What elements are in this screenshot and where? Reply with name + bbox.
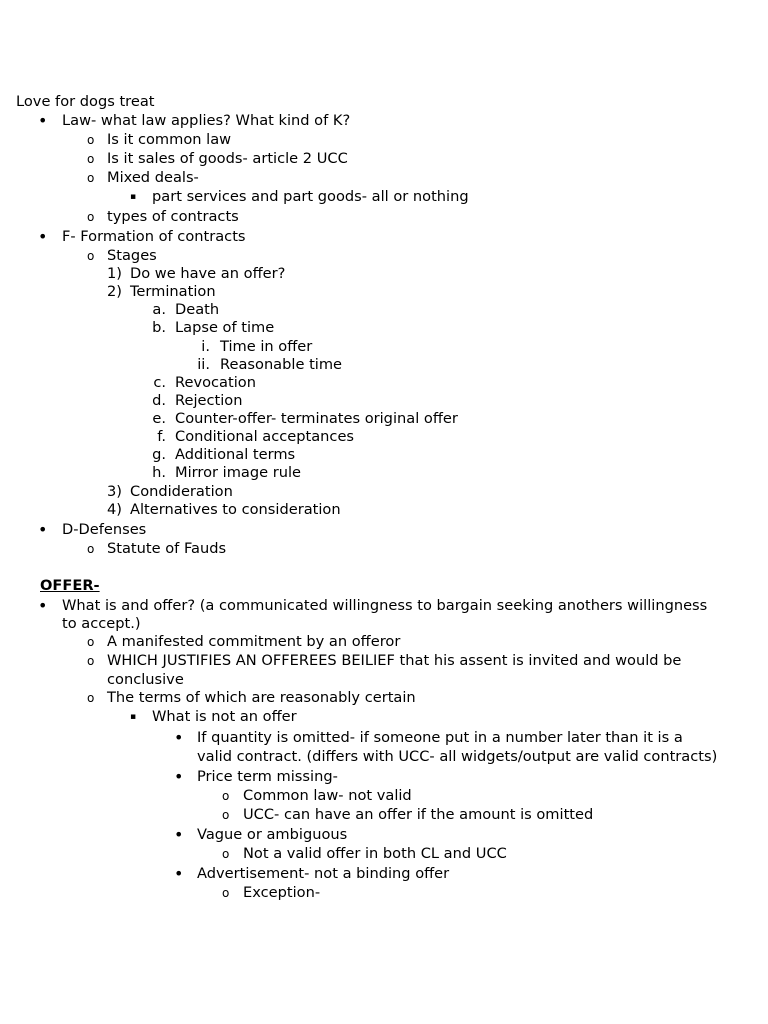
bullet-disc: • [174,728,184,747]
outline-subitem: Is it sales of goods- article 2 UCC [107,150,348,167]
list-marker: d. [152,392,166,409]
termination-item: Rejection [175,392,243,409]
outline-subitem: Statute of Fauds [107,540,227,557]
termination-item: Additional terms [175,446,296,463]
outline-item-formation: F- Formation of contracts [62,228,246,245]
list-marker: f. [157,428,166,445]
not-offer-item: Advertisement- not a binding offer [197,865,450,882]
bullet-disc: • [38,520,48,539]
list-marker: 3) [107,483,122,500]
outline-subitem: Stages [107,247,157,264]
bullet-circle: o [222,789,230,803]
offer-element: WHICH JUSTIFIES AN OFFEREES BEILIEF that his assent is invited and would be [107,652,682,669]
price-subitem: UCC- can have an offer if the amount is omitted [243,806,594,823]
termination-item: Lapse of time [175,319,275,336]
offer-element: A manifested commitment by an offeror [107,633,401,650]
stage-item: Alternatives to consideration [130,501,341,518]
bullet-disc: • [38,111,48,130]
advert-subitem: Exception- [243,884,321,901]
price-subitem: Common law- not valid [243,787,412,804]
list-marker: 2) [107,283,122,300]
bullet-circle: o [87,171,95,185]
bullet-disc: • [174,864,184,883]
outline-subitem: Is it common law [107,131,232,148]
list-marker: 1) [107,265,122,282]
termination-item: Revocation [175,374,256,391]
bullet-circle: o [87,249,95,263]
termination-item: Counter-offer- terminates original offer [175,410,458,427]
list-marker: i. [201,338,210,355]
not-offer-heading: What is not an offer [152,708,297,725]
list-marker: ii. [197,356,210,373]
list-marker: h. [152,464,166,481]
list-marker: a. [152,301,166,318]
bullet-circle: o [87,210,95,224]
bullet-square: ▪ [130,192,137,202]
bullet-circle: o [87,152,95,166]
not-offer-item: If quantity is omitted- if someone put in a number later than it is a [197,729,683,746]
lapse-item: Time in offer [220,338,313,355]
not-offer-item: Vague or ambiguous [197,826,348,843]
outline-subitem: Mixed deals- [107,169,199,186]
bullet-circle: o [87,133,95,147]
list-marker: 4) [107,501,122,518]
bullet-circle: o [87,635,95,649]
stage-item: Condideration [130,483,233,500]
not-offer-item: Price term missing- [197,768,338,785]
outline-item-law: Law- what law applies? What kind of K? [62,112,351,129]
bullet-circle: o [222,886,230,900]
stage-item: Do we have an offer? [130,265,286,282]
offer-element-cont: conclusive [107,671,184,688]
vague-subitem: Not a valid offer in both CL and UCC [243,845,507,862]
section-heading-offer: OFFER- [40,577,100,594]
not-offer-item-cont: valid contract. (differs with UCC- all widgets/output are valid contracts) [197,748,718,765]
bullet-circle: o [222,847,230,861]
bullet-circle: o [87,691,95,705]
termination-item: Conditional acceptances [175,428,355,445]
bullet-disc: • [38,227,48,246]
bullet-disc: • [174,767,184,786]
document-title: Love for dogs treat [16,93,155,110]
list-marker: e. [152,410,166,427]
bullet-circle: o [87,542,95,556]
termination-item: Death [175,301,220,318]
list-marker: c. [153,374,166,391]
list-marker: g. [152,446,166,463]
outline-subitem: types of contracts [107,208,239,225]
outline-item-defenses: D-Defenses [62,521,147,538]
termination-item: Mirror image rule [175,464,302,481]
outline-subsubitem: part services and part goods- all or nothing [152,188,469,205]
offer-element: The terms of which are reasonably certain [107,689,416,706]
bullet-circle: o [222,808,230,822]
lapse-item: Reasonable time [220,356,343,373]
bullet-square: ▪ [130,712,137,722]
bullet-disc: • [38,596,48,615]
offer-definition-cont: to accept.) [62,615,141,632]
offer-definition: What is and offer? (a communicated willingness to bargain seeking anothers willingness [62,597,708,614]
bullet-disc: • [174,825,184,844]
list-marker: b. [152,319,166,336]
stage-item: Termination [130,283,216,300]
bullet-circle: o [87,654,95,668]
